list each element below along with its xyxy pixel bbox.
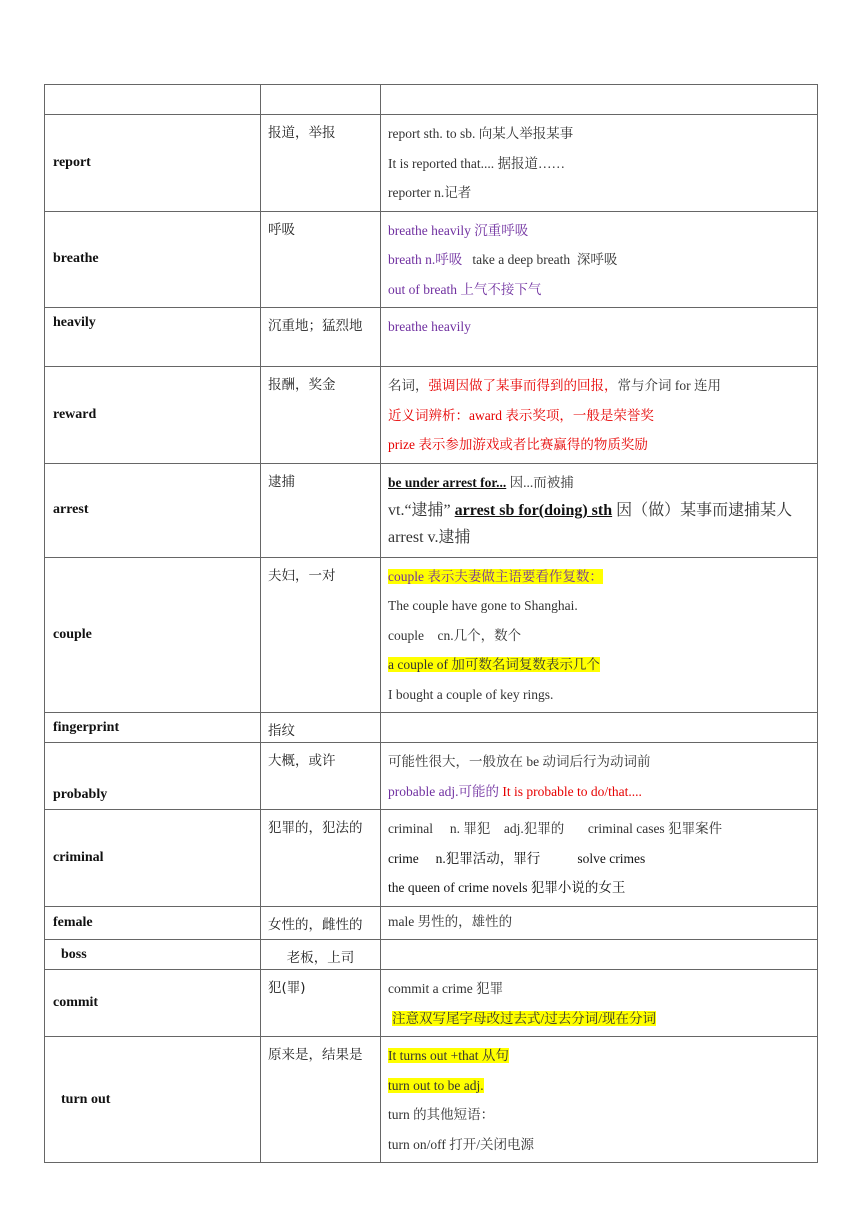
vocabulary-table xyxy=(44,84,818,1163)
note-fragment: be under arrest for... xyxy=(388,474,507,490)
table-row xyxy=(45,115,818,212)
note-fragment: couple 表示夫妻做主语要看作复数： xyxy=(388,568,603,584)
note-fragment: 注意双写尾字母改过去式/过去分词/现在分词 xyxy=(392,1010,657,1026)
note-line: criminal n. 罪犯 adj.犯罪的 criminal cases 犯罪案件 xyxy=(388,821,723,836)
note-fragment: probable adj.可能的 xyxy=(388,783,503,799)
note-line: breathe heavily xyxy=(388,319,471,334)
meaning-cell: 报酬，奖金 xyxy=(261,367,381,464)
notes-cell xyxy=(381,743,818,810)
meaning-cell: 犯罪的，犯法的 xyxy=(261,810,381,907)
note-line: The couple have gone to Shanghai. xyxy=(388,598,578,613)
note-line xyxy=(388,1004,811,1034)
word-cell: commit xyxy=(45,970,261,1037)
word-cell: reward xyxy=(45,367,261,464)
note-line: turn on/off 打开/关闭电源 xyxy=(388,1136,534,1152)
notes-cell xyxy=(381,940,818,970)
note-fragment: 因...而被捕 xyxy=(506,474,574,490)
note-fragment: breath n.呼吸 xyxy=(388,252,463,267)
notes-cell xyxy=(381,906,818,940)
meaning-cell: 沉重地；猛烈地 xyxy=(261,308,381,367)
word-cell: heavily xyxy=(45,308,261,367)
table-row xyxy=(45,713,818,743)
meaning-cell: 指纹 xyxy=(261,713,381,743)
meaning-cell: 原来是，结果是 xyxy=(261,1037,381,1163)
note-line: breathe heavily 沉重呼吸 xyxy=(388,222,529,238)
note-fragment: arrest sb for(doing) sth xyxy=(454,502,613,519)
table-row xyxy=(45,940,818,970)
word-cell: female xyxy=(45,906,261,940)
notes-cell xyxy=(381,463,818,557)
note-line: 近义词辨析：award 表示奖项，一般是荣誉奖 xyxy=(388,407,654,423)
notes-cell xyxy=(381,85,818,115)
note-line xyxy=(388,1071,811,1101)
notes-cell xyxy=(381,115,818,212)
meaning-cell: 老板，上司 xyxy=(261,940,381,970)
notes-cell xyxy=(381,970,818,1037)
note-line: male 男性的，雄性的 xyxy=(388,913,513,929)
note-line xyxy=(388,497,811,551)
note-line: commit a crime 犯罪 xyxy=(388,981,504,996)
note-line: couple cn.几个，数个 xyxy=(388,627,522,643)
meaning-cell: 夫妇，一对 xyxy=(261,557,381,713)
word-cell: fingerprint xyxy=(45,713,261,743)
note-line: prize 表示参加游戏或者比赛赢得的物质奖励 xyxy=(388,437,648,452)
table-row xyxy=(45,557,818,713)
note-fragment: 常与介词 for 连用 xyxy=(617,378,721,393)
note-fragment: vt.“逮捕” xyxy=(388,502,455,519)
note-line: turn 的其他短语： xyxy=(388,1107,495,1122)
note-line xyxy=(388,777,811,807)
note-line: 可能性很大，一般放在 be 动词后行为动词前 xyxy=(388,754,651,769)
table-row xyxy=(45,970,818,1037)
word-cell xyxy=(45,85,261,115)
word-cell: boss xyxy=(45,940,261,970)
note-line xyxy=(388,562,811,592)
table-row xyxy=(45,463,818,557)
note-line: It is reported that.... 据报道…… xyxy=(388,155,565,171)
meaning-cell: 犯(罪) xyxy=(261,970,381,1037)
note-fragment: take a deep breath 深呼吸 xyxy=(462,252,618,267)
note-line: out of breath 上气不接下气 xyxy=(388,281,542,297)
notes-cell xyxy=(381,308,818,367)
word-cell: couple xyxy=(45,557,261,713)
note-line xyxy=(388,468,811,498)
notes-cell xyxy=(381,713,818,743)
table-row xyxy=(45,1037,818,1163)
note-fragment: It turns out +that 从句 xyxy=(388,1048,509,1063)
table-row xyxy=(45,211,818,308)
word-cell: criminal xyxy=(45,810,261,907)
notes-cell xyxy=(381,557,818,713)
meaning-cell: 大概，或许 xyxy=(261,743,381,810)
note-fragment: 因（做）某事而逮捕某人 arrest v.逮捕 xyxy=(388,502,793,546)
note-line xyxy=(388,245,811,275)
notes-cell xyxy=(381,1037,818,1163)
note-fragment: turn out to be adj. xyxy=(388,1077,484,1093)
table-row xyxy=(45,308,818,367)
word-cell: report xyxy=(45,115,261,212)
note-line xyxy=(388,1041,811,1071)
meaning-cell: 呼吸 xyxy=(261,211,381,308)
note-line: the queen of crime novels 犯罪小说的女王 xyxy=(388,880,626,895)
meaning-cell xyxy=(261,85,381,115)
note-line: I bought a couple of key rings. xyxy=(388,686,554,702)
table-row xyxy=(45,906,818,940)
word-cell: arrest xyxy=(45,463,261,557)
table-row xyxy=(45,810,818,907)
note-line: reporter n.记者 xyxy=(388,185,472,200)
note-fragment: 强调因做了某事而得到的回报， xyxy=(428,378,618,393)
word-cell: breathe xyxy=(45,211,261,308)
meaning-cell: 报道，举报 xyxy=(261,115,381,212)
note-fragment: a couple of 加可数名词复数表示几个 xyxy=(388,657,600,672)
note-line: report sth. to sb. 向某人举报某事 xyxy=(388,126,574,141)
note-fragment: 名词， xyxy=(388,378,429,393)
note-line xyxy=(388,371,811,401)
notes-cell xyxy=(381,810,818,907)
meaning-cell: 女性的，雌性的 xyxy=(261,906,381,940)
word-cell: probably xyxy=(45,743,261,810)
note-line xyxy=(388,650,811,680)
note-line: crime n.犯罪活动，罪行 solve crimes xyxy=(388,850,646,866)
table-row xyxy=(45,367,818,464)
word-cell: turn out xyxy=(45,1037,261,1163)
table-row xyxy=(45,743,818,810)
notes-cell xyxy=(381,211,818,308)
table-row xyxy=(45,85,818,115)
meaning-cell: 逮捕 xyxy=(261,463,381,557)
notes-cell xyxy=(381,367,818,464)
note-fragment: It is probable to do/that.... xyxy=(502,783,642,799)
